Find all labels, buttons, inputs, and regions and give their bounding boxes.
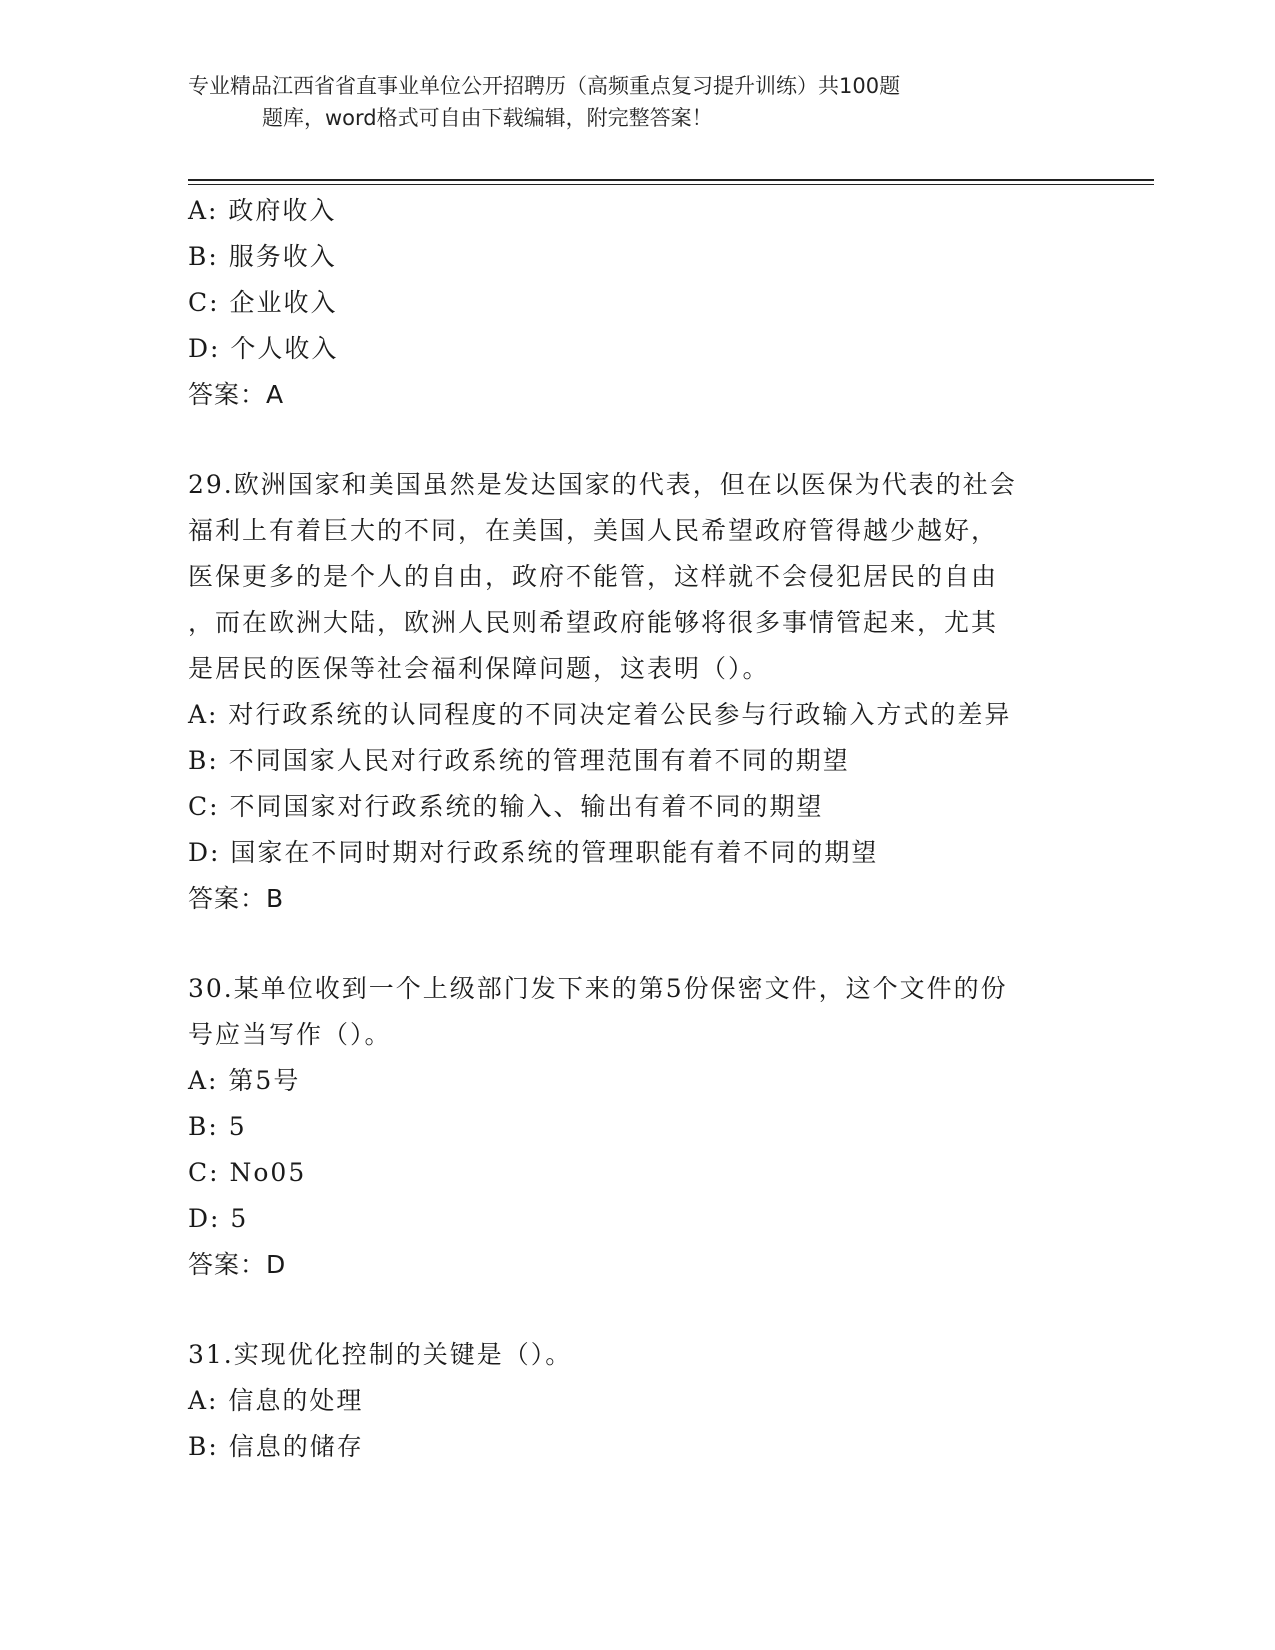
option-b: B: 服务收入 (188, 242, 337, 271)
question-stem-line: 29.欧洲国家和美国虽然是发达国家的代表，但在以医保为代表的社会 (188, 470, 1017, 499)
question-gap (188, 1288, 1088, 1332)
option-a: A: 政府收入 (188, 196, 337, 225)
option-d: D: 个人收入 (188, 334, 339, 363)
option-d: D: 5 (188, 1204, 249, 1233)
question-stem-line: 31.实现优化控制的关键是（）。 (188, 1340, 573, 1369)
answer-line: 答案：D (188, 1250, 287, 1279)
document-header (188, 70, 1088, 134)
option-c: C: No05 (188, 1158, 307, 1187)
header-rule-thick (188, 179, 1154, 181)
option-c: C: 企业收入 (188, 288, 338, 317)
option-d: D: 国家在不同时期对行政系统的管理职能有着不同的期望 (188, 838, 879, 867)
question-28-block (188, 188, 1088, 418)
header-rule-thin (188, 184, 1154, 185)
option-b: B: 不同国家人民对行政系统的管理范围有着不同的期望 (188, 746, 850, 775)
option-c: C: 不同国家对行政系统的输入、输出有着不同的期望 (188, 792, 824, 821)
option-a: A: 第5号 (188, 1066, 301, 1095)
option-a: A: 信息的处理 (188, 1386, 364, 1415)
question-stem-line: 是居民的医保等社会福利保障问题，这表明（）。 (188, 654, 770, 683)
question-30-block (188, 966, 1088, 1288)
header-title-line-1: 专业精品江西省省直事业单位公开招聘历（高频重点复习提升训练）共100题 (188, 74, 901, 98)
question-31-block (188, 1332, 1088, 1470)
question-stem-line: 号应当写作（）。 (188, 1020, 392, 1049)
question-29-block (188, 462, 1088, 922)
header-title-line-2: 题库，word格式可自由下载编辑，附完整答案！ (262, 106, 713, 130)
question-gap (188, 922, 1088, 966)
question-stem-line: 福利上有着巨大的不同，在美国，美国人民希望政府管得越少越好， (188, 516, 999, 545)
question-content (188, 188, 1088, 1470)
question-stem-line: ，而在欧洲大陆，欧洲人民则希望政府能够将很多事情管起来，尤其 (188, 608, 999, 637)
answer-line: 答案：A (188, 380, 285, 409)
question-stem-line: 30.某单位收到一个上级部门发下来的第5份保密文件，这个文件的份 (188, 974, 1008, 1003)
question-stem-line: 医保更多的是个人的自由，政府不能管，这样就不会侵犯居民的自由 (188, 562, 999, 591)
option-b: B: 5 (188, 1112, 247, 1141)
answer-line: 答案：B (188, 884, 285, 913)
option-b: B: 信息的储存 (188, 1432, 364, 1461)
option-a: A: 对行政系统的认同程度的不同决定着公民参与行政输入方式的差异 (188, 700, 1012, 729)
question-gap (188, 418, 1088, 462)
